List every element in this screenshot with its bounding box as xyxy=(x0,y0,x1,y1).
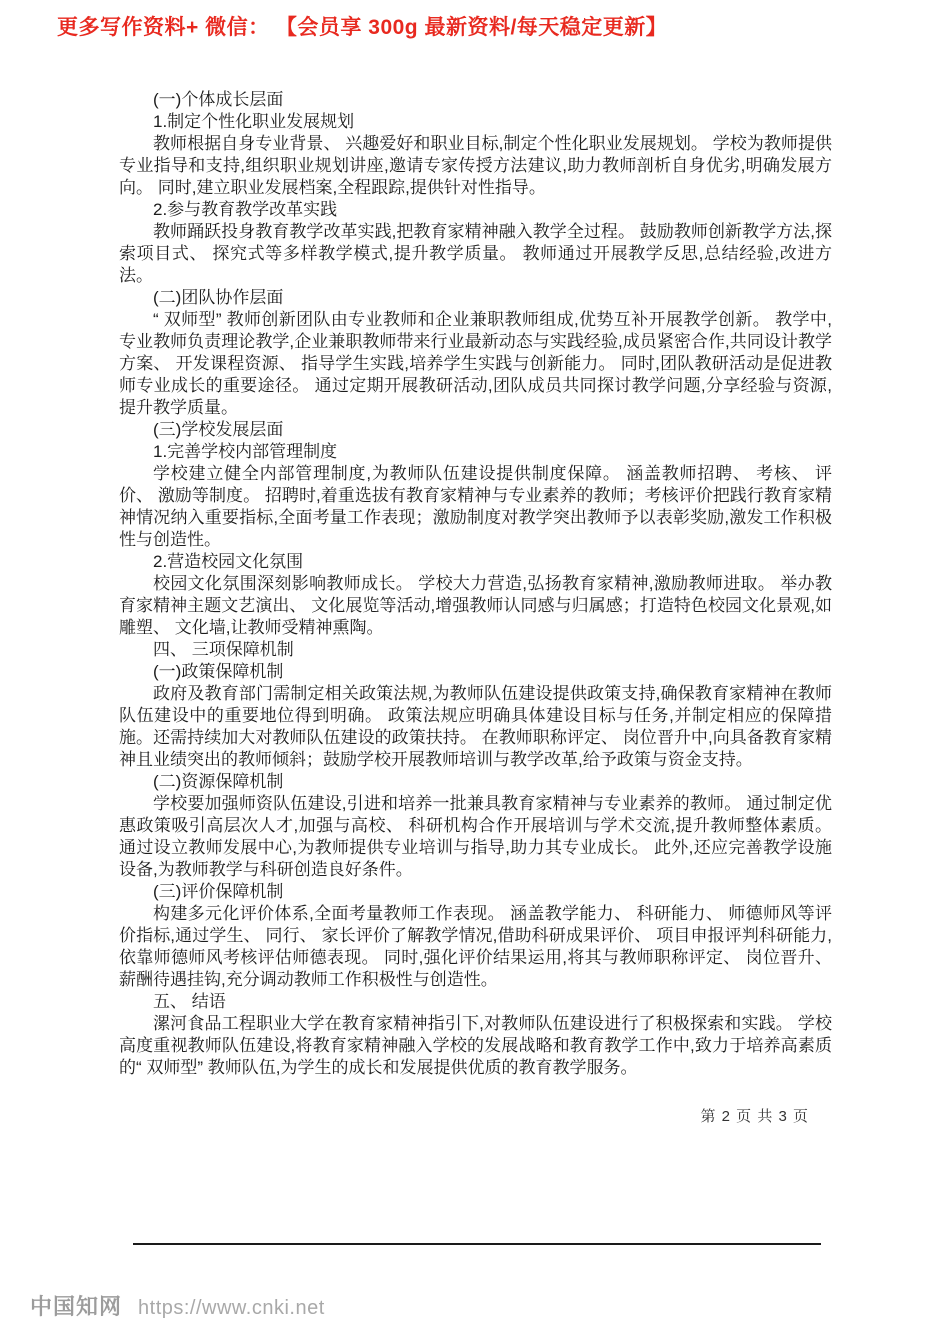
subheading-campus-culture: 2.营造校园文化氛围 xyxy=(153,552,304,571)
paragraph-resource-guarantee: 学校要加强师资队伍建设,引进和培养一批兼具教育家精神与专业素养的教师。 通过制定优惠政策吸引高层次人才,加强与高校、 科研机构合作开展培训与学术交流,提升教师整体素质。 通过设立教师发展中心,为教师提供专业培训与指导,助力其专业成长。 此外,还应完善教学设施设备,为教师教学与科研创造良好条件。 xyxy=(119,794,832,879)
cnki-url-link[interactable]: https://www.cnki.net xyxy=(138,1297,325,1319)
heading-team-collaboration: (二)团队协作层面 xyxy=(153,288,284,307)
paragraph-evaluation-guarantee: 构建多元化评价体系,全面考量教师工作表现。 涵盖教学能力、 科研能力、 师德师风等评价指标,通过学生、 同行、 家长评价了解教学情况,借助科研成果评价、 项目申报评判科研能力,依靠师德师风考核评估师德表现。 同时,强化评价结果运用,将其与教师职称评定、 岗位晋升、 薪酬待遇挂钩,充分调动教师工作积极性与创造性。 xyxy=(119,904,832,989)
paragraph-conclusion: 漯河食品工程职业大学在教育家精神指引下,对教师队伍建设进行了积极探索和实践。 学校高度重视教师队伍建设,将教育家精神融入学校的发展战略和教育教学工作中,致力于培养高素质的“ 双师型” 教师队伍,为学生的成长和发展提供优质的教育教学服务。 xyxy=(119,1014,832,1077)
page-indicator: 第 2 页 共 3 页 xyxy=(700,1108,809,1125)
heading-individual-growth: (一)个体成长层面 xyxy=(153,90,284,109)
page-footer xyxy=(30,1290,325,1321)
document-body xyxy=(119,89,832,1079)
paragraph-policy-guarantee: 政府及教育部门需制定相关政策法规,为教师队伍建设提供政策支持,确保教育家精神在教师队伍建设中的重要地位得到明确。 政策法规应明确具体建设目标与任务,并制定相应的保障措施。还需持续加大对教师队伍建设的政策扶持。 在教师职称评定、 岗位晋升中,向具备教育家精神且业绩突出的教师倾斜；鼓励学校开展教师培训与教学改革,给予政策与资金支持。 xyxy=(119,684,832,769)
subheading-resource-guarantee: (二)资源保障机制 xyxy=(153,772,284,791)
heading-conclusion: 五、 结语 xyxy=(153,992,226,1011)
paragraph-career-plan: 教师根据自身专业背景、 兴趣爱好和职业目标,制定个性化职业发展规划。 学校为教师提供专业指导和支持,组织职业规划讲座,邀请专家传授方法建议,助力教师剖析自身优劣,明确发展方向。 同时,建立职业发展档案,全程跟踪,提供针对性指导。 xyxy=(119,134,832,197)
subheading-management-system: 1.完善学校内部管理制度 xyxy=(153,442,338,461)
subheading-policy-guarantee: (一)政策保障机制 xyxy=(153,662,284,681)
footer-divider xyxy=(133,1243,821,1245)
paragraph-campus-culture: 校园文化氛围深刻影响教师成长。 学校大力营造,弘扬教育家精神,激励教师进取。 举办教育家精神主题文艺演出、 文化展览等活动,增强教师认同感与归属感；打造特色校园文化景观,如雕塑、 文化墙,让教师受精神熏陶。 xyxy=(119,574,832,637)
promo-banner: 更多写作资料+ 微信： 【会员享 300g 最新资料/每天稳定更新】 xyxy=(57,16,668,39)
subheading-career-plan: 1.制定个性化职业发展规划 xyxy=(153,112,355,131)
paragraph-management-system: 学校建立健全内部管理制度,为教师队伍建设提供制度保障。 涵盖教师招聘、 考核、 评价、 激励等制度。 招聘时,着重选拔有教育家精神与专业素养的教师；考核评价把践行教育家精神情况纳入重要指标,全面考量工作表现；激励制度对教学突出教师予以表彰奖励,激发工作积极性与创造性。 xyxy=(119,464,832,549)
subheading-evaluation-guarantee: (三)评价保障机制 xyxy=(153,882,284,901)
heading-school-development: (三)学校发展层面 xyxy=(153,420,284,439)
paragraph-teaching-reform: 教师踊跃投身教育教学改革实践,把教育家精神融入教学全过程。 鼓励教师创新教学方法,探索项目式、 探究式等多样教学模式,提升教学质量。 教师通过开展教学反思,总结经验,改进方法。 xyxy=(119,222,832,285)
subheading-teaching-reform: 2.参与教育教学改革实践 xyxy=(153,200,338,219)
cnki-logo: 中国知网 xyxy=(30,1294,123,1319)
heading-three-guarantees: 四、 三项保障机制 xyxy=(153,640,294,659)
paragraph-team-collaboration: “ 双师型” 教师创新团队由专业教师和企业兼职教师组成,优势互补开展教学创新。 教学中,专业教师负责理论教学,企业兼职教师带来行业最新动态与实践经验,成员紧密合作,共同设计教学方案、 开发课程资源、 指导学生实践,培养学生实践与创新能力。 同时,团队教研活动是促进教师专业成长的重要途径。 通过定期开展教研活动,团队成员共同探讨教学问题,分享经验与资源,提升教学质量。 xyxy=(119,310,832,417)
